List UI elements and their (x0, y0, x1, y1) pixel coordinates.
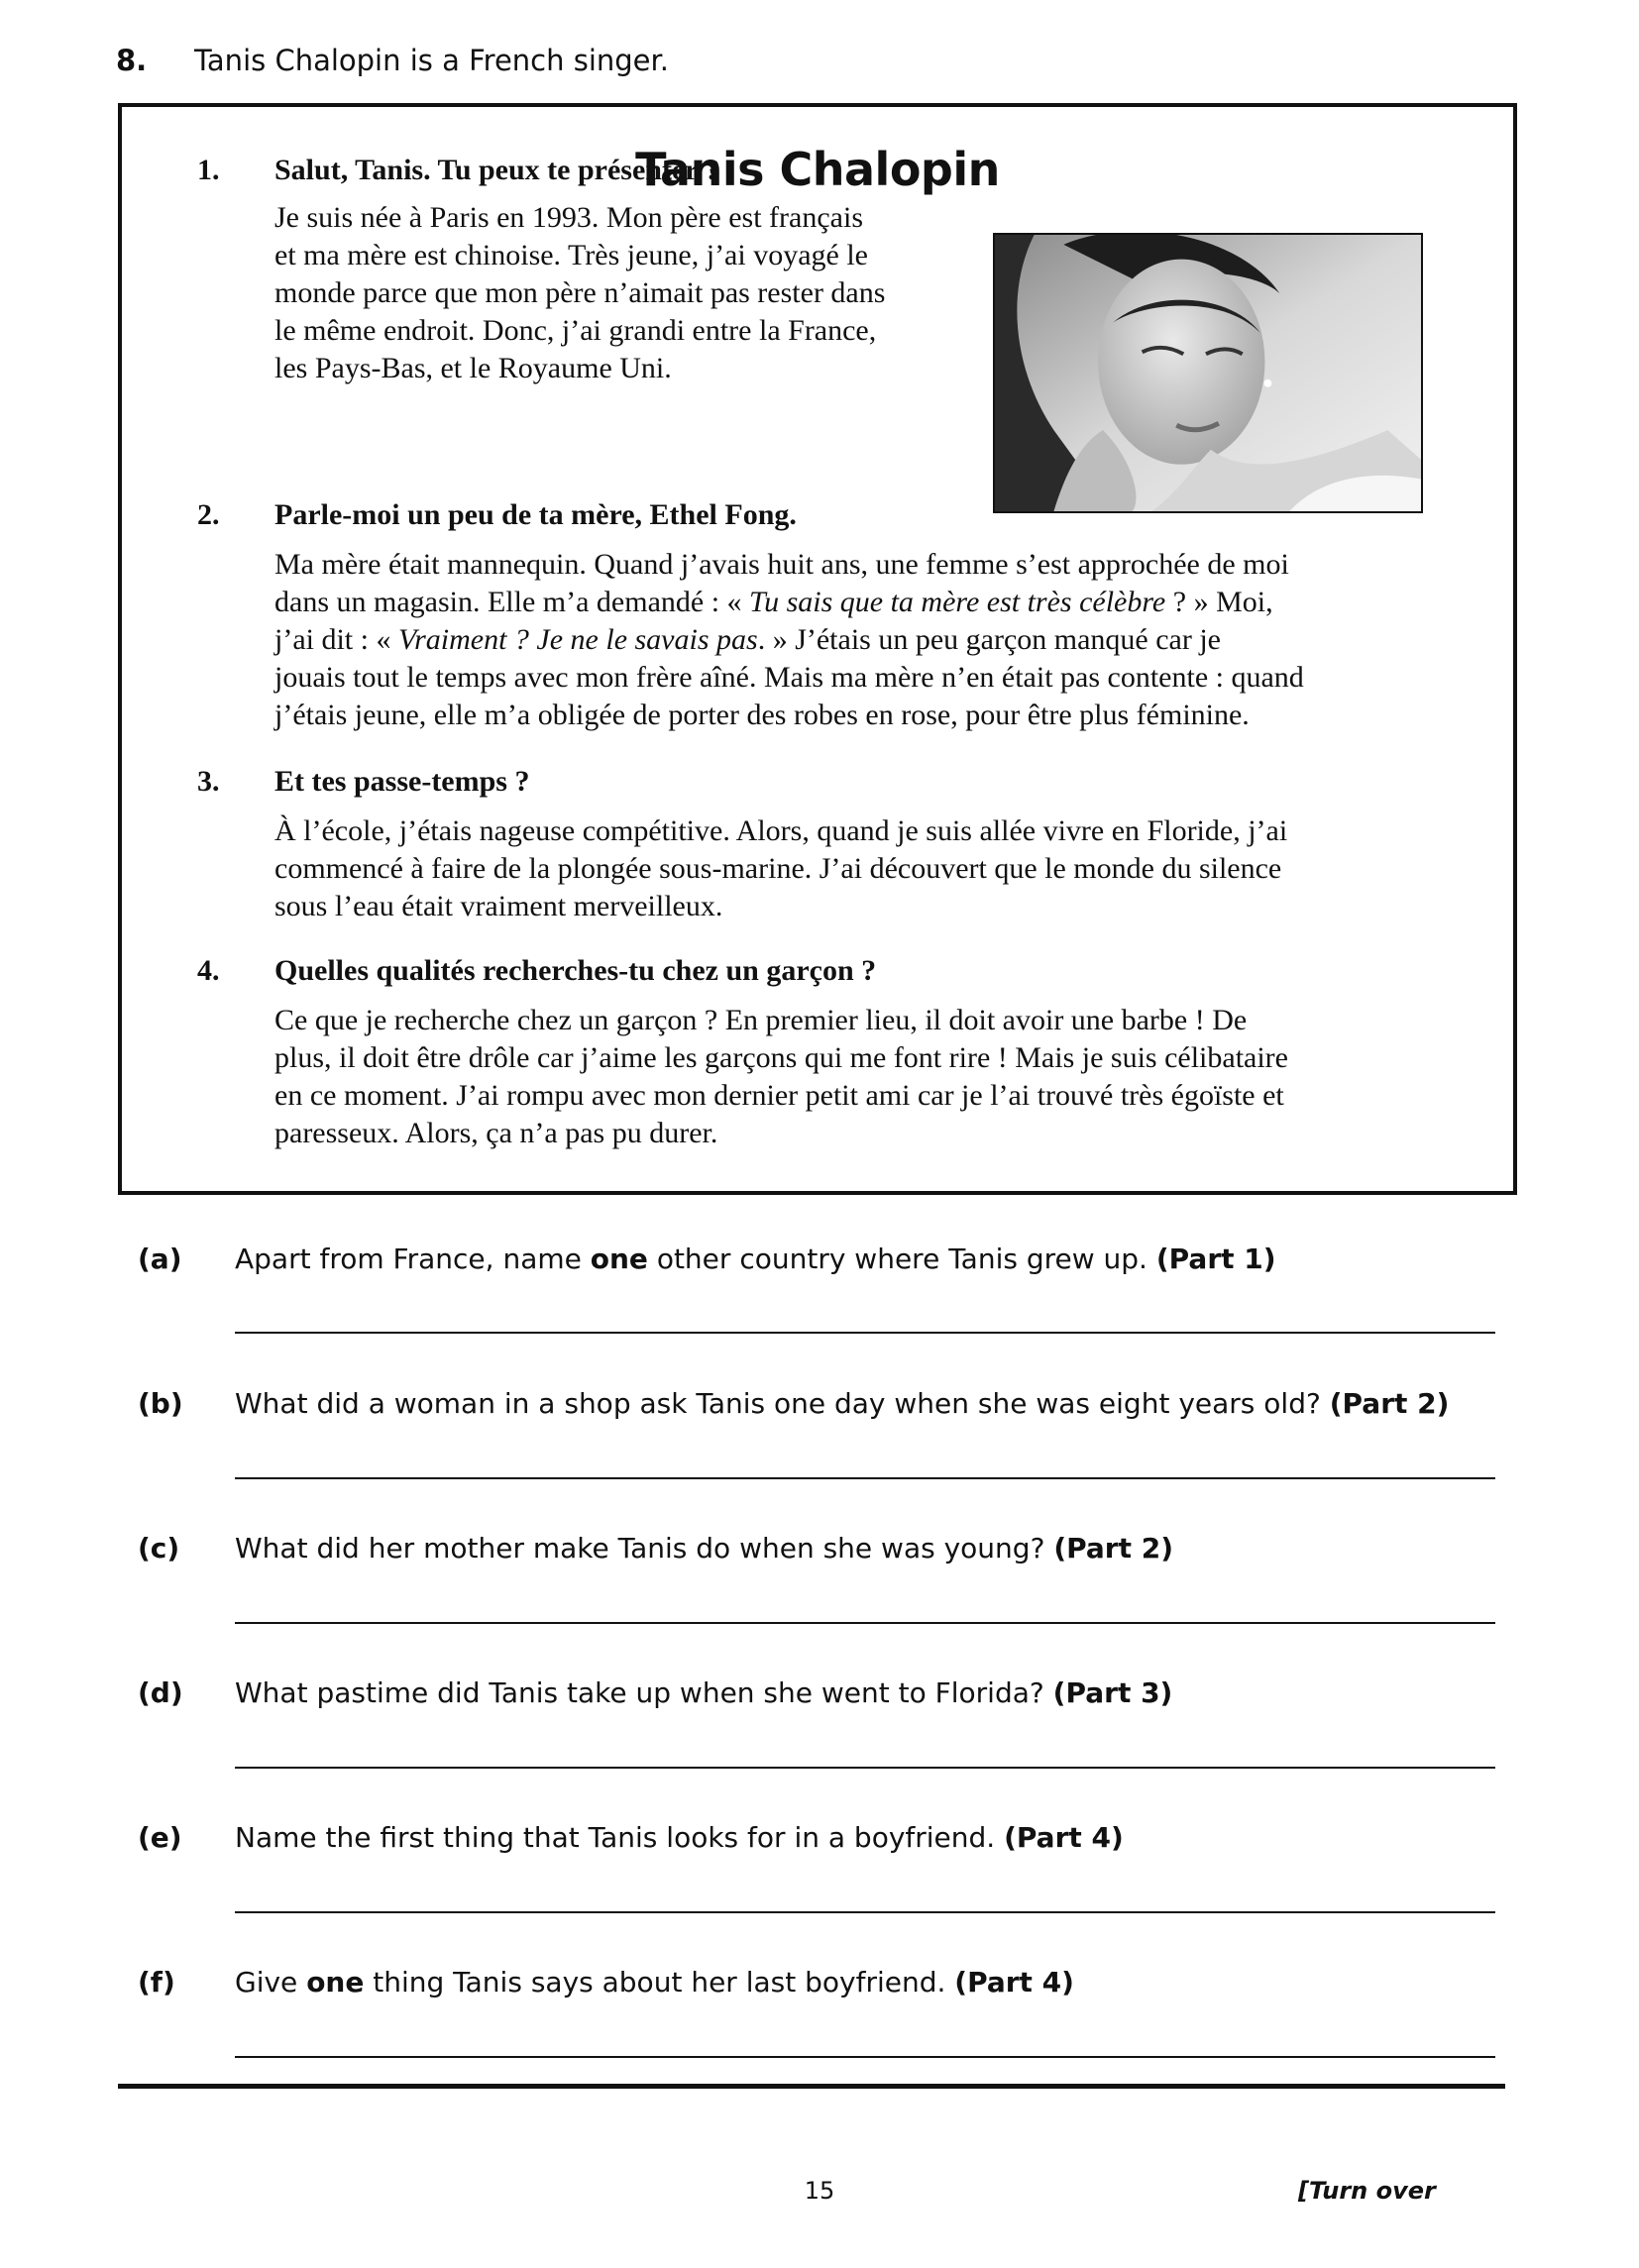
section-number: 2. (197, 498, 220, 531)
article-title: Tanis Chalopin (635, 143, 1000, 196)
question-label: (b) (138, 1387, 183, 1420)
question-number: 8. (116, 44, 148, 77)
body-line: Ce que je recherche chez un garçon ? En premier lieu, il doit avoir une barbe ! De (274, 1004, 1248, 1036)
section-number: 4. (197, 954, 220, 987)
question-text: Give one thing Tanis says about her last boyfriend. (Part 4) (235, 1966, 1074, 1998)
body-line: en ce moment. J’ai rompu avec mon dernier petit ami car je l’ai trouvé très égoïste et (274, 1079, 1284, 1112)
section-number: 3. (197, 765, 220, 798)
question-label: (e) (138, 1821, 182, 1854)
question-label: (f) (138, 1966, 175, 1998)
page-number: 15 (804, 2177, 835, 2205)
body-line: sous l’eau était vraiment merveilleux. (274, 890, 723, 922)
article-box (118, 103, 1517, 1195)
body-line: j’ai dit : « Vraiment ? Je ne le savais pas. » J’étais un peu garçon manqué car je (274, 623, 1222, 656)
answer-line[interactable] (235, 1767, 1495, 1769)
body-line: À l’école, j’étais nageuse compétitive. Alors, quand je suis allée vivre en Floride, j’ai (274, 814, 1288, 847)
answer-line[interactable] (235, 2056, 1495, 2058)
portrait-photo (993, 233, 1423, 513)
question-text: Apart from France, name one other country where Tanis grew up. (Part 1) (235, 1242, 1276, 1275)
body-line: Je suis née à Paris en 1993. Mon père est français (274, 201, 863, 234)
body-line: et ma mère est chinoise. Très jeune, j’ai voyagé le (274, 239, 868, 271)
answer-line[interactable] (235, 1622, 1495, 1624)
question-label: (a) (138, 1242, 182, 1275)
portrait-photo-icon (995, 235, 1421, 511)
turn-over-label: [Turn over (1298, 2177, 1436, 2205)
answer-line[interactable] (235, 1477, 1495, 1479)
body-line: jouais tout le temps avec mon frère aîné. Mais ma mère n’en était pas contente : quand (274, 661, 1304, 694)
question-label: (d) (138, 1676, 183, 1709)
section-question: Quelles qualités recherches-tu chez un garçon ? (274, 954, 877, 987)
body-line: commencé à faire de la plongée sous-marine. J’ai découvert que le monde du silence (274, 852, 1282, 885)
answer-line[interactable] (235, 1911, 1495, 1913)
answer-line[interactable] (235, 1332, 1495, 1334)
body-line: paresseux. Alors, ça n’a pas pu durer. (274, 1117, 718, 1149)
question-text: Name the first thing that Tanis looks for in a boyfriend. (Part 4) (235, 1821, 1124, 1854)
section-body (274, 199, 885, 387)
body-line: le même endroit. Donc, j’ai grandi entre la France, (274, 314, 877, 347)
section-question: Salut, Tanis. Tu peux te présenter ? (274, 154, 720, 186)
body-line: les Pays-Bas, et le Royaume Uni. (274, 352, 672, 384)
body-line: plus, il doit être drôle car j’aime les garçons qui me font rire ! Mais je suis célibataire (274, 1041, 1288, 1074)
body-line: j’étais jeune, elle m’a obligée de porter des robes en rose, pour être plus féminine. (274, 699, 1250, 731)
section-number: 1. (197, 154, 220, 186)
bottom-rule (118, 2084, 1505, 2089)
question-label: (c) (138, 1532, 180, 1565)
question-intro: Tanis Chalopin is a French singer. (194, 44, 669, 77)
section-body (274, 1002, 1288, 1152)
question-text: What did her mother make Tanis do when she was young? (Part 2) (235, 1532, 1174, 1565)
question-text: What pastime did Tanis take up when she went to Florida? (Part 3) (235, 1676, 1173, 1709)
section-question: Et tes passe-temps ? (274, 765, 530, 798)
section-body (274, 546, 1304, 734)
body-line: Ma mère était mannequin. Quand j’avais huit ans, une femme s’est approchée de moi (274, 548, 1289, 581)
section-body (274, 812, 1287, 925)
body-line: dans un magasin. Elle m’a demandé : « Tu sais que ta mère est très célèbre ? » Moi, (274, 586, 1273, 618)
question-text: What did a woman in a shop ask Tanis one day when she was eight years old? (Part 2) (235, 1387, 1450, 1420)
section-question: Parle-moi un peu de ta mère, Ethel Fong. (274, 498, 797, 531)
body-line: monde parce que mon père n’aimait pas rester dans (274, 276, 886, 309)
